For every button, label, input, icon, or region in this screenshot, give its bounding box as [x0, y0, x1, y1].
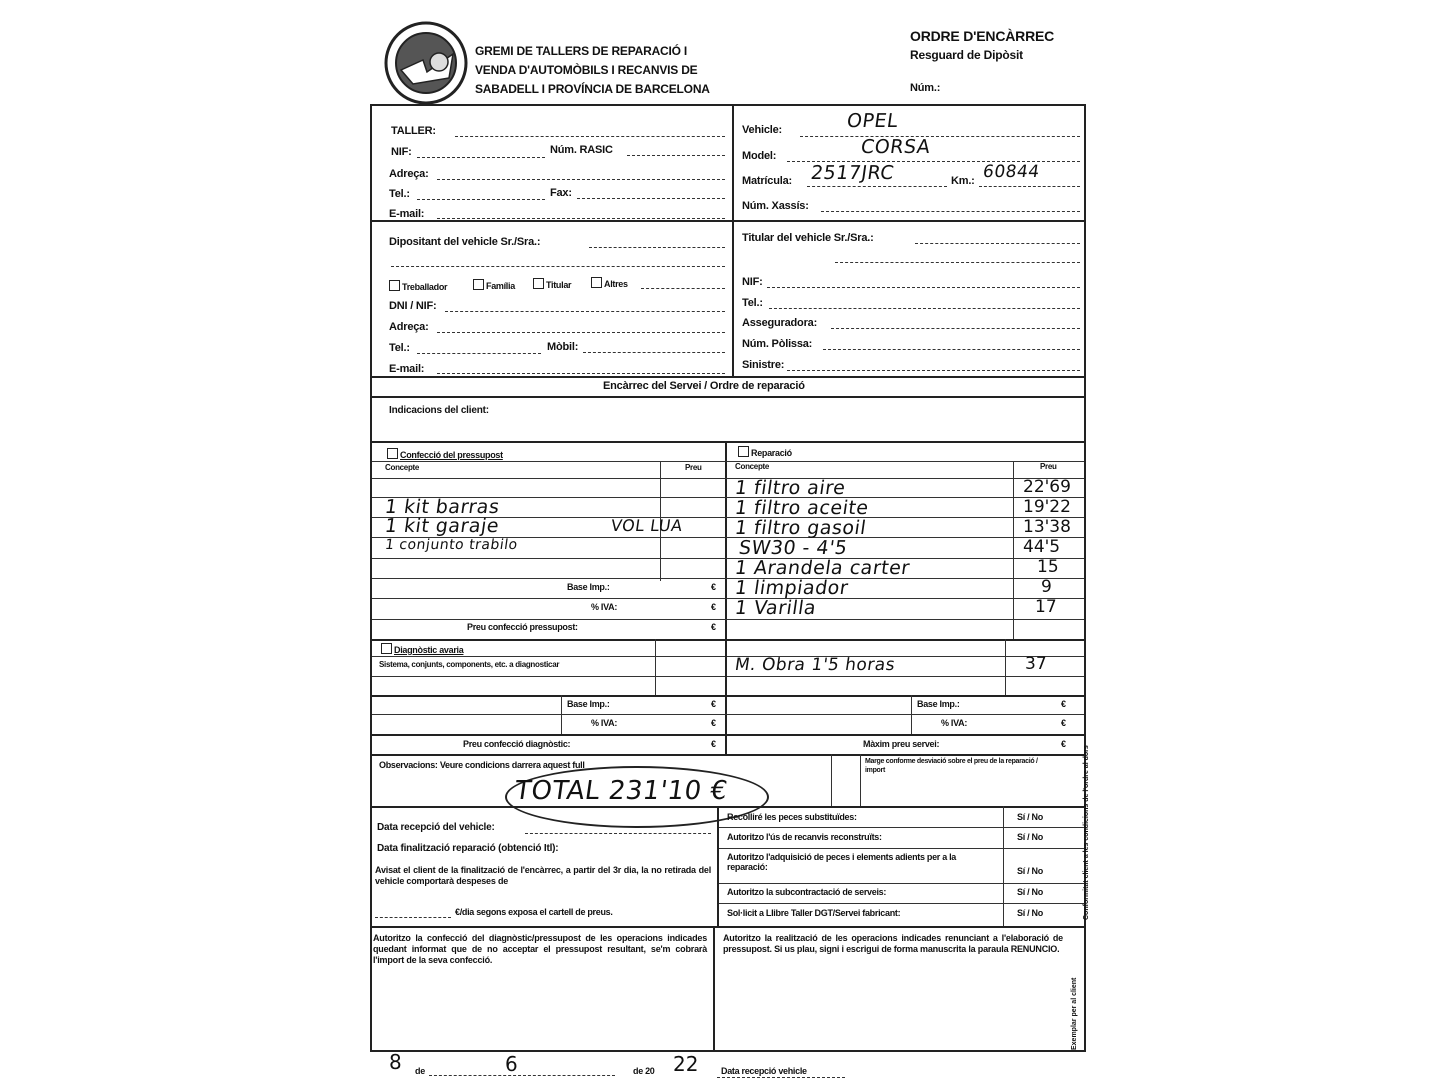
repair-item-concept: 1 Arandela carter [733, 557, 912, 579]
repair-item-concept: SW30 - 4'5 [737, 537, 849, 559]
repair-item-price: 44'5 [1023, 537, 1061, 557]
storage-notice: Avisat el client de la finalització de l'encàrrec, a partir del 3r dia, la no retirada del vehicle comportarà despeses de [375, 865, 711, 886]
budget-authorisation-text: Autoritzo la confecció del diagnòstic/pressupost de les operacions indicades quedant informat que de no acceptar el pressupost resultant, se'm cobrarà l'import de la seva confecció. [373, 933, 707, 965]
consent-yes-no[interactable]: Sí / No [1017, 832, 1043, 842]
consent-label: Autoritzo la subcontractació de serveis: [727, 887, 887, 897]
consent-yes-no[interactable]: Sí / No [1017, 887, 1043, 897]
vehicle-model-value: CORSA [859, 136, 932, 158]
checkbox-treballador[interactable]: Treballador [389, 280, 447, 292]
labour-price: 37 [1025, 654, 1047, 674]
consent-yes-no[interactable]: Sí / No [1017, 812, 1043, 822]
price-deviation-note: Marge conforme desviació sobre el preu de la reparació / import [865, 758, 1038, 774]
doc-subtitle: Resguard de Dipòsit [910, 48, 1023, 62]
repair-item-concept: 1 filtro gasoil [733, 517, 868, 539]
repair-item-concept: 1 Varilla [733, 597, 818, 619]
checkbox-pressupost[interactable]: Confecció del pressupost [387, 448, 503, 460]
client-conformity-side-text: Conformitat client a les condicions de l'ordre al dors [1083, 745, 1090, 920]
reception-date-label: Data recepció del vehicle: [377, 822, 495, 833]
checkbox-diagnostic[interactable]: Diagnòstic avaria [381, 643, 463, 655]
guild-name-line2: VENDA D'AUTOMÒBILS I RECANVIS DE [475, 63, 698, 77]
checkbox-familia[interactable]: Família [473, 279, 515, 291]
completion-date-label: Data finalització reparació (obtenció Itl): [377, 843, 559, 854]
service-section-title: Encàrrec del Servei / Ordre de reparació [603, 380, 805, 392]
client-copy-side-text: Exemplar per al client [1071, 977, 1078, 1050]
plate-number-value: 2517JRC [809, 162, 896, 184]
consent-yes-no[interactable]: Sí / No [1017, 908, 1043, 918]
checkbox-altres[interactable]: Altres [591, 277, 628, 289]
date-month: 6 [505, 1052, 518, 1076]
waiver-authorisation-text: Autoritzo la realització de les operacions indicades renunciant a l'elaboració de pressupost. Si us plau, signi i escrigui de forma manuscrita la paraula RENUNCIO. [723, 933, 1063, 954]
consent-yes-no[interactable]: Sí / No [1017, 866, 1043, 876]
work-order-sheet: GREMI DE TALLERS DE REPARACIÓ I VENDA D'AUTOMÒBILS I RECANVIS DE SABADELL I PROVÍNCIA DE BARCELONA ORDRE D'ENCÀRREC Resguard de Dipòsit Núm.: TALLER: NIF: Núm. RASIC Adreça: Tel.: Fax: E-mail: Vehicle: OPEL Model: CORSA Matrícula: 2517JRC Km.: 60844 Núm. Xassís: Dipositant del vehicle Sr./Sra.: Treballador Família Titular Altres DNI / NIF: Adreça: Tel.: Mòbil: E-mail: Titular del vehicle Sr./Sra.: NIF: Tel.: Asseguradora: Núm. Pòlissa: Sinistre: Encàrrec del Servei / Ordre de reparació Indicacions del client: Confecció del pressupost Reparació Concepte Preu Concepte Preu 1 kit barras 1 kit garaje 1 conjunto trabilo VOL LUA 1 filtro aire 22'69 1 filtro aceite 19'22 1 filtro gasoil 13'38 SW30 - 4'5 44'5 1 Arandela carter 15 1 limpiador 9 1 Varilla 17 Base Imp.: € % IVA: € Preu confecció pressupost: € Diagnòstic avaria Sistema, conjunts, components, etc. a diagnosticar M. Obra 1'5 horas 37 Base Imp.: € % IVA: € Base Imp.: € % IVA: € Preu confecció diagnòstic: € Màxim preu servei: € Observacions: Veure condicions darrera aquest full Marge conforme desviació sobre el preu de la reparació / import TOTAL 231'10 € Data recepció del vehicle: Data finalització reparació (obtenció Itl): Avisat el client de la finalització de l'encàrrec, a partir del 3r dia, la no retirada del vehicle comportarà despeses de €/dia segons exposa el cartell de preus. Recolliré les peces substituïdes: Sí / No Autoritzo l'ús de recanvis reconstruïts: Sí / No Autoritzo l'adquisició de peces i elements adients per a la reparació: Sí / No Autoritzo la subcontractació de serveis: Sí / No Sol·licit a Llibre Taller DGT/Servei fabricant: Sí / No Autoritzo la confecció del diagnòstic/pressupost de les operacions indicades quedant informat que de no acceptar el pressupost resultant, se'm cobrarà l'import de la seva confecció. Autoritzo la realització de les operacions indicades renunciant a l'elaboració de pressupost. Si us plau, signi i escrigui de forma manuscrita la paraula RENUNCIO. 8 de 6 de 20 22 Data recepció vehicle Conformitat client a les condicions de l'ordre al dors Exemplar per al client [355, 0, 1100, 1080]
guild-name-line3: SABADELL I PROVÍNCIA DE BARCELONA [475, 82, 710, 96]
labour-concept: M. Obra 1'5 horas [733, 655, 897, 675]
client-instructions-label: Indicacions del client: [389, 405, 489, 416]
order-number-label: Núm.: [910, 82, 941, 94]
checkbox-titular[interactable]: Titular [533, 278, 571, 290]
repair-item-concept: 1 filtro aire [733, 477, 847, 499]
repair-item-price: 22'69 [1023, 477, 1071, 497]
date-year: 22 [673, 1052, 699, 1076]
doc-title: ORDRE D'ENCÀRREC [910, 28, 1055, 44]
observations-label: Observacions: Veure condicions darrera aquest full [379, 760, 585, 770]
left-item: 1 conjunto trabilo [383, 537, 519, 553]
repair-item-price: 9 [1041, 577, 1052, 597]
repair-item-price: 15 [1037, 557, 1059, 577]
guild-logo-icon [383, 20, 469, 106]
repair-item-price: 13'38 [1023, 517, 1071, 537]
signature-label: Data recepció vehicle [721, 1066, 807, 1076]
total-amount: TOTAL 231'10 € [512, 776, 730, 806]
repair-item-price: 17 [1035, 597, 1057, 617]
repair-item-price: 19'22 [1023, 497, 1071, 517]
consent-label: Recolliré les peces substituïdes: [727, 812, 857, 822]
repair-item-concept: 1 limpiador [733, 577, 850, 599]
consent-label: Sol·licit a Llibre Taller DGT/Servei fabricant: [727, 908, 901, 918]
checkbox-reparacio[interactable]: Reparació [738, 446, 792, 458]
consent-label: Autoritzo l'adquisició de peces i elements adients per a la reparació: [727, 852, 957, 872]
consent-label: Autoritzo l'ús de recanvis reconstruïts: [727, 832, 882, 842]
left-item: 1 kit garaje [383, 515, 501, 537]
left-note: VOL LUA [609, 516, 684, 535]
repair-item-concept: 1 filtro aceite [733, 497, 871, 519]
guild-name-line1: GREMI DE TALLERS DE REPARACIÓ I [475, 44, 688, 58]
vehicle-make-value: OPEL [845, 110, 900, 132]
km-value: 60844 [981, 162, 1041, 182]
date-day: 8 [389, 1050, 402, 1074]
left-item: 1 kit barras [383, 496, 501, 518]
